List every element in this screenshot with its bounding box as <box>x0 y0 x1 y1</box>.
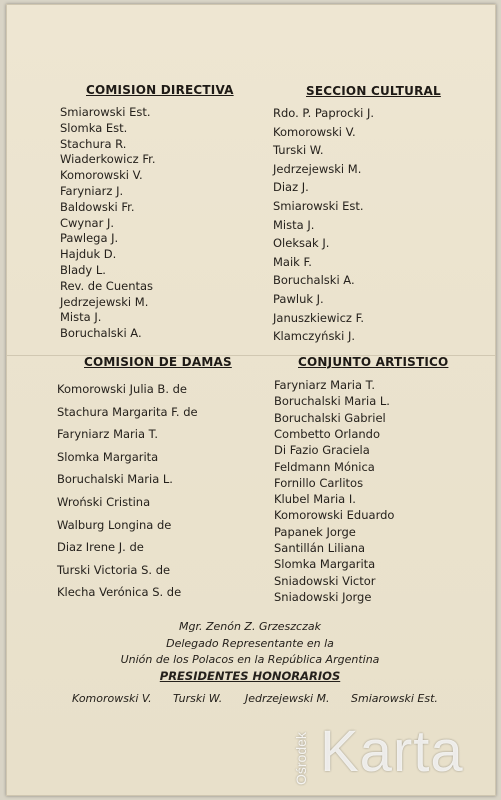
member-name: Turski W. <box>273 143 324 158</box>
member-name: Combetto Orlando <box>274 426 380 441</box>
seccion-cultural-heading: SECCION CULTURAL <box>306 84 441 98</box>
member-name: Slomka Est. <box>60 120 128 135</box>
presidentes-honorarios-heading: PRESIDENTES HONORARIOS <box>159 669 341 683</box>
member-name: Hajduk D. <box>60 247 117 262</box>
member-name: Boruchalski A. <box>273 273 355 288</box>
presidente-honorario-3: Jedrzejewski M. <box>245 692 330 705</box>
member-name: Pawlega J. <box>60 231 119 246</box>
member-name: Stachura Margarita F. de <box>57 404 198 419</box>
member-name: Santillán Liliana <box>274 541 366 555</box>
member-name: Cwynar J. <box>60 215 115 230</box>
member-name: Sniadowski Jorge <box>274 589 372 604</box>
member-name: Boruchalski Maria L. <box>274 394 390 409</box>
delegado-role: Delegado Representante en la <box>166 637 334 650</box>
member-name: Rev. de Cuentas <box>60 278 154 293</box>
member-name: Jedrzejewski M. <box>273 161 362 176</box>
member-name: Walburg Longina de <box>57 517 172 532</box>
member-name: Wiaderkowicz Fr. <box>60 152 156 167</box>
member-name: Blady L. <box>60 263 106 277</box>
member-name: Di Fazio Graciela <box>274 443 370 458</box>
member-name: Komorowski Julia B. de <box>57 382 188 396</box>
member-name: Faryniarz Maria T. <box>57 427 159 442</box>
member-name: Baldowski Fr. <box>60 199 135 214</box>
member-name: Faryniarz J. <box>60 184 124 198</box>
delegado-organization: Unión de los Polacos en la República Argentina <box>120 653 380 666</box>
member-name: Komorowski Eduardo <box>274 508 395 523</box>
member-name: Komorowski V. <box>273 124 356 139</box>
presidente-honorario-2: Turski W. <box>173 692 223 705</box>
member-name: Mista J. <box>60 310 102 325</box>
member-name: Diaz J. <box>273 180 309 195</box>
delegado-name: Mgr. Zenón Z. Grzeszczak <box>178 620 321 633</box>
osrodek-watermark: Ośrodek <box>293 732 309 785</box>
member-name: Faryniarz Maria T. <box>274 378 376 392</box>
member-name: Smiarowski Est. <box>60 105 151 119</box>
member-name: Mista J. <box>273 217 315 232</box>
member-name: Slomka Margarita <box>57 449 159 464</box>
member-name: Klamczyński J. <box>273 329 355 344</box>
member-name: Klecha Verónica S. de <box>57 585 182 600</box>
member-name: Feldmann Mónica <box>274 459 375 474</box>
member-name: Oleksak J. <box>273 236 330 251</box>
member-name: Papanek Jorge <box>274 524 356 539</box>
member-name: Klubel Maria I. <box>274 492 356 507</box>
member-name: Wroński Cristina <box>57 495 151 509</box>
member-name: Komorowski V. <box>60 168 143 183</box>
member-name: Januszkiewicz F. <box>273 310 365 325</box>
presidente-honorario-4: Smiarowski Est. <box>351 692 438 705</box>
comision-directiva-heading: COMISION DIRECTIVA <box>86 83 234 97</box>
presidente-honorario-1: Komorowski V. <box>72 692 152 705</box>
member-name: Maik F. <box>273 254 312 269</box>
member-name: Slomka Margarita <box>274 557 376 572</box>
member-name: Smiarowski Est. <box>273 199 364 213</box>
member-name: Sniadowski Victor <box>274 573 376 588</box>
comision-de-damas-heading: COMISION DE DAMAS <box>84 355 232 369</box>
member-name: Diaz Irene J. de <box>57 540 144 555</box>
conjunto-artistico-heading: CONJUNTO ARTISTICO <box>298 355 449 369</box>
member-name: Turski Victoria S. de <box>57 562 171 577</box>
member-name: Pawluk J. <box>273 292 324 306</box>
member-name: Boruchalski A. <box>60 326 142 341</box>
member-name: Jedrzejewski M. <box>60 294 149 309</box>
member-name: Boruchalski Gabriel <box>274 410 386 425</box>
member-name: Fornillo Carlitos <box>274 475 364 490</box>
member-name: Rdo. P. Paprocki J. <box>273 106 375 120</box>
member-name: Stachura R. <box>60 136 127 151</box>
karta-watermark: Karta <box>320 719 464 784</box>
member-name: Boruchalski Maria L. <box>57 472 173 487</box>
